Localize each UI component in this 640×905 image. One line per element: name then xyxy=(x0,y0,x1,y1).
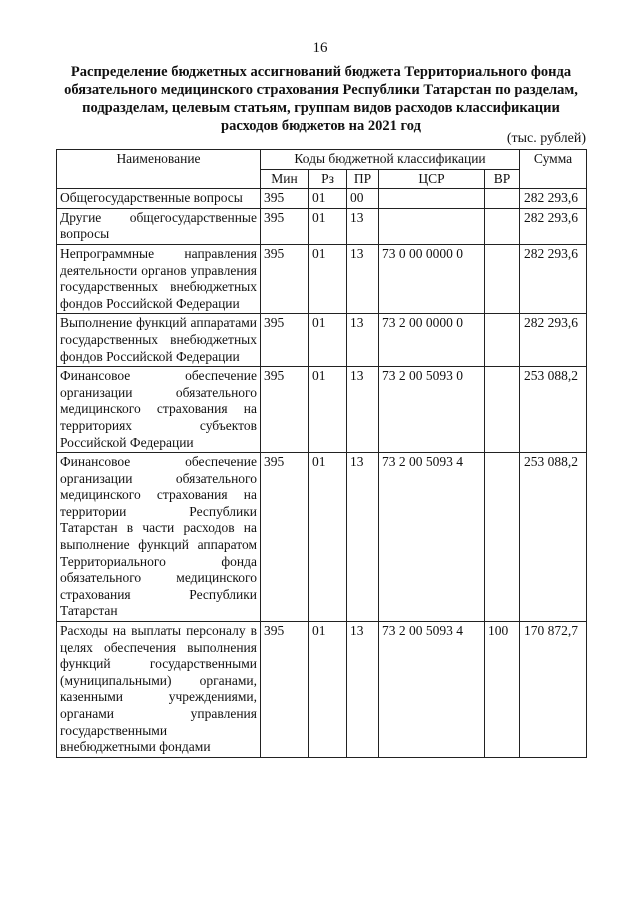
row-min: 395 xyxy=(261,189,309,209)
row-name: Непрограммные направления деятельности органов управления государственных внебюджетных фондов Российской Федерации xyxy=(57,244,261,313)
row-pr: 13 xyxy=(347,367,379,453)
row-pr: 13 xyxy=(347,453,379,622)
row-rz: 01 xyxy=(309,189,347,209)
row-sum: 282 293,6 xyxy=(520,189,587,209)
row-pr: 13 xyxy=(347,244,379,313)
document-title: Распределение бюджетных ассигнований бюджета Территориального фонда обязательного медицинского страхования Республики Татарстан по разделам, подразделам, целевым статьям, группам видов расходов классификации расходов бюджетов на 2021 год xyxy=(64,64,578,134)
budget-table xyxy=(56,149,587,758)
row-vr xyxy=(485,189,520,209)
row-vr xyxy=(485,367,520,453)
row-min: 395 xyxy=(261,208,309,244)
row-rz: 01 xyxy=(309,622,347,758)
table-row xyxy=(57,208,587,244)
units-label: (тыс. рублей) xyxy=(506,131,586,146)
row-rz: 01 xyxy=(309,453,347,622)
row-vr xyxy=(485,244,520,313)
table-header xyxy=(57,150,587,189)
row-csr: 73 2 00 5093 0 xyxy=(379,367,485,453)
row-csr: 73 2 00 5093 4 xyxy=(379,622,485,758)
table-row xyxy=(57,244,587,313)
table-row xyxy=(57,453,587,622)
row-pr: 00 xyxy=(347,189,379,209)
row-sum: 282 293,6 xyxy=(520,244,587,313)
row-name: Финансовое обеспечение организации обязательного медицинского страхования на территории Республики Татарстан в части расходов на выполнение функций аппаратом Территориального фонда обязательного медицинского страхования Республики Татарстан xyxy=(57,453,261,622)
row-rz: 01 xyxy=(309,208,347,244)
row-sum: 253 088,2 xyxy=(520,367,587,453)
row-pr: 13 xyxy=(347,314,379,367)
header-name: Наименование xyxy=(57,150,261,189)
table-row xyxy=(57,622,587,758)
row-vr: 100 xyxy=(485,622,520,758)
table-row xyxy=(57,314,587,367)
row-vr xyxy=(485,314,520,367)
row-rz: 01 xyxy=(309,367,347,453)
row-min: 395 xyxy=(261,622,309,758)
row-rz: 01 xyxy=(309,314,347,367)
header-csr: ЦСР xyxy=(379,169,485,189)
row-csr xyxy=(379,208,485,244)
row-name: Выполнение функций аппаратами государственных внебюджетных фондов Российской Федерации xyxy=(57,314,261,367)
row-csr: 73 0 00 0000 0 xyxy=(379,244,485,313)
header-codes: Коды бюджетной классификации xyxy=(261,150,520,170)
header-rz: Рз xyxy=(309,169,347,189)
row-min: 395 xyxy=(261,453,309,622)
table-body xyxy=(57,189,587,758)
row-rz: 01 xyxy=(309,244,347,313)
header-pr: ПР xyxy=(347,169,379,189)
row-min: 395 xyxy=(261,367,309,453)
row-sum: 170 872,7 xyxy=(520,622,587,758)
row-sum: 282 293,6 xyxy=(520,208,587,244)
header-sum: Сумма xyxy=(520,150,587,189)
row-pr: 13 xyxy=(347,622,379,758)
row-name: Другие общегосударственные вопросы xyxy=(57,208,261,244)
row-min: 395 xyxy=(261,314,309,367)
table-row xyxy=(57,367,587,453)
table-row xyxy=(57,189,587,209)
row-csr xyxy=(379,189,485,209)
row-sum: 253 088,2 xyxy=(520,453,587,622)
row-vr xyxy=(485,208,520,244)
header-vr: ВР xyxy=(485,169,520,189)
header-min: Мин xyxy=(261,169,309,189)
row-csr: 73 2 00 5093 4 xyxy=(379,453,485,622)
row-sum: 282 293,6 xyxy=(520,314,587,367)
row-csr: 73 2 00 0000 0 xyxy=(379,314,485,367)
row-pr: 13 xyxy=(347,208,379,244)
row-name: Расходы на выплаты персоналу в целях обеспечения выполнения функций государственными (муниципальными) органами, казенными учреждениями, органами управления государственными внебюджетными фондами xyxy=(57,622,261,758)
row-min: 395 xyxy=(261,244,309,313)
row-name: Финансовое обеспечение организации обязательного медицинского страхования на территориях субъектов Российской Федерации xyxy=(57,367,261,453)
row-name: Общегосударственные вопросы xyxy=(57,189,261,209)
row-vr xyxy=(485,453,520,622)
page-number: 16 xyxy=(312,40,328,56)
